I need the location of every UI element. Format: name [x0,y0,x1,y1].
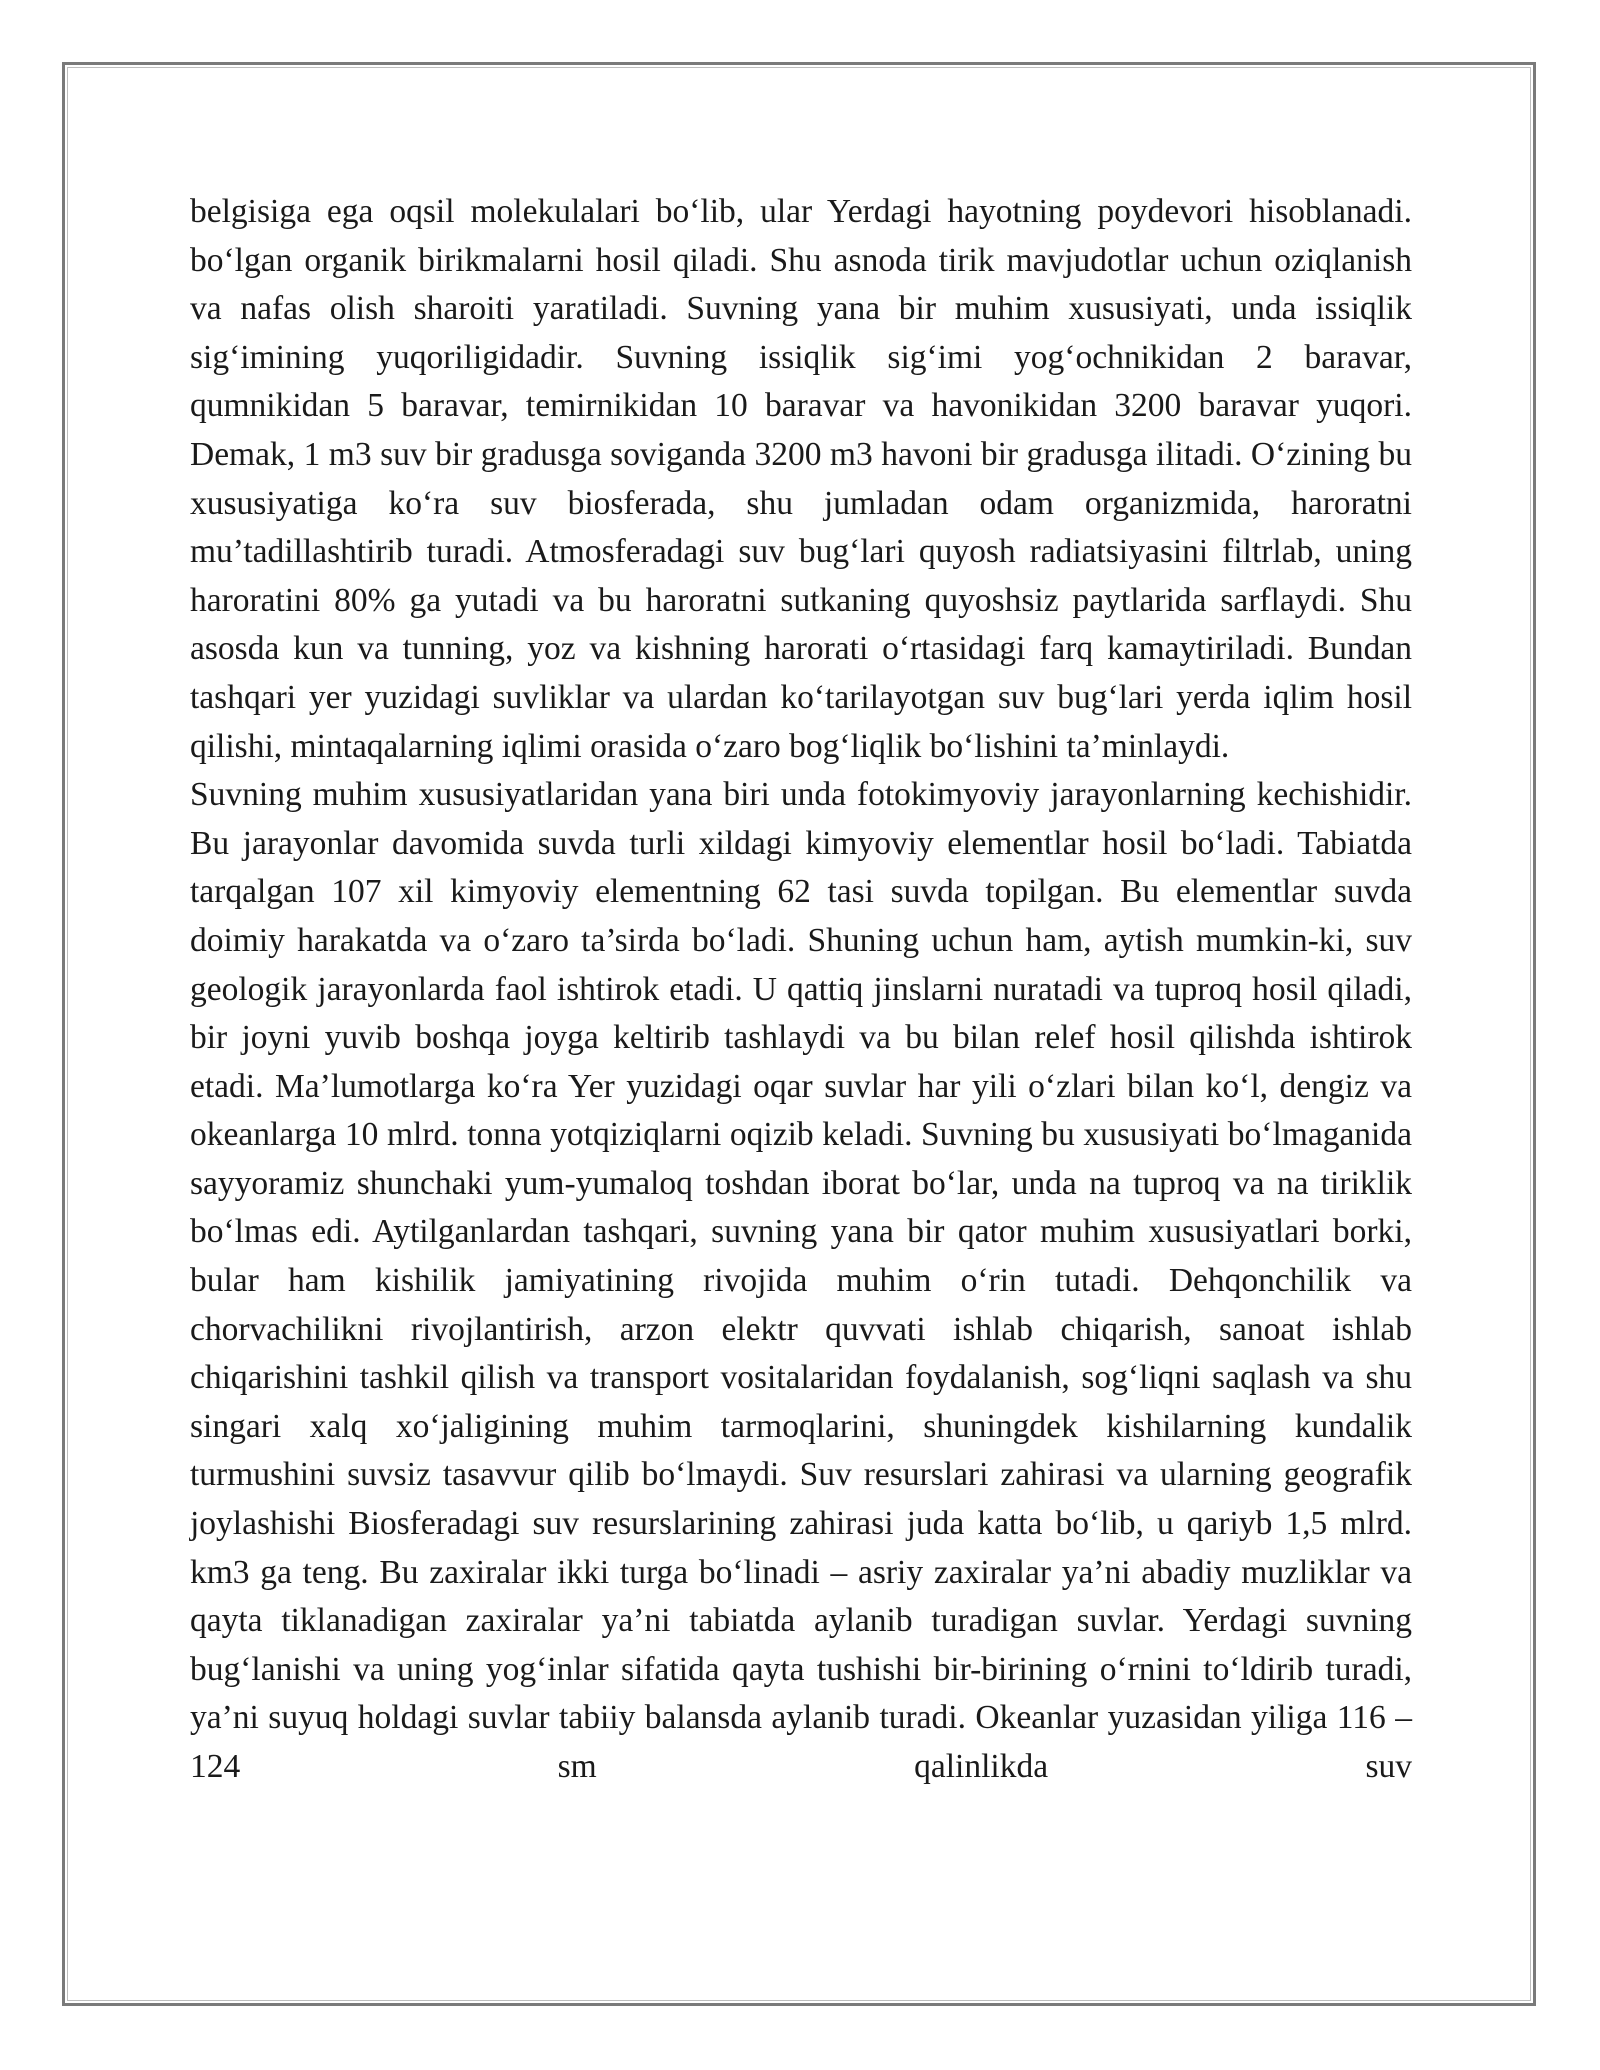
paragraph-2: Suvning muhim xususiyatlaridan yana biri unda fotokimyoviy jarayonlarning kechishidir. Bu jarayonlar davomida suvda turli xildagi kimyoviy elementlar hosil bo‘ladi. Tabiatda tarqalgan 107 xil kimyoviy elementning 62 tasi suvda topilgan. Bu elementlar suvda doimiy harakatda va o‘zaro ta’sirda bo‘ladi. Shuning uchun ham, aytish mumkin-ki, suv geologik jarayonlarda faol ishtirok etadi. U qattiq jinslarni nuratadi va tuproq hosil qiladi, bir joyni yuvib boshqa joyga keltirib tashlaydi va bu bilan relef hosil qilishda ishtirok etadi. Ma’lumotlarga ko‘ra Yer yuzidagi oqar suvlar har yili o‘zlari bilan ko‘l, dengiz va okeanlarga 10 mlrd. tonna yotqiziqlarni oqizib keladi. Suvning bu xususiyati bo‘lmaganida sayyoramiz shunchaki yum-yumaloq toshdan iborat bo‘lar, unda na tuproq va na tiriklik bo‘lmas edi. Aytilganlardan tashqari, suvning yana bir qator muhim xususiyatlari borki, bular ham kishilik jamiyatining rivojida muhim o‘rin tutadi. Dehqonchilik va chorvachilikni rivojlantirish, arzon elektr quvvati ishlab chiqarish, sanoat ishlab chiqarishini tashkil qilish va transport vositalaridan foydalanish, sog‘liqni saqlash va shu singari xalq xo‘jaligining muhim tarmoqlarini, shuningdek kishilarning kundalik turmushini suvsiz tasavvur qilib bo‘lmaydi. Suv resurslari zahirasi va ularning geografik joylashishi Biosferadagi suv resurslarining zahirasi juda katta bo‘lib, u qariyb 1,5 mlrd. km3 ga teng. Bu zaxiralar ikki turga bo‘linadi – asriy zaxiralar ya’ni abadiy muzliklar va qayta tiklanadigan zaxiralar ya’ni tabiatda aylanib turadigan suvlar. Yerdagi suvning bug‘lanishi va uning yog‘inlar sifatida qayta tushishi bir-birining o‘rnini to‘ldirib turadi, ya’ni suyuq holdagi suvlar tabiiy balansda aylanib turadi. Okeanlar yuzasidan yiliga 116 – 124 sm qalinlikda suv [190,776,1412,1785]
document-body [190,188,1412,1792]
paragraph-1: belgisiga ega oqsil molekulalari bo‘lib, ular Yerdagi hayotning poydevori hisoblanadi. bo‘lgan organik birikmalarni hosil qiladi. Shu asnoda tirik mavjudotlar uchun oziqlanish va nafas olish sharoiti yaratiladi. Suvning yana bir muhim xususiyati, unda issiqlik sig‘imining yuqoriligidadir. Suvning issiqlik sig‘imi yog‘ochnikidan 2 baravar, qumnikidan 5 baravar, temirnikidan 10 baravar va havonikidan 3200 baravar yuqori. Demak, 1 m3 suv bir gradusga soviganda 3200 m3 havoni bir gradusga ilitadi. O‘zining bu xususiyatiga ko‘ra suv biosferada, shu jumladan odam organizmida, haroratni mu’tadillashtirib turadi. Atmosferadagi suv bug‘lari quyosh radiatsiyasini filtrlab, uning haroratini 80% ga yutadi va bu haroratni sutkaning quyoshsiz paytlarida sarflaydi. Shu asosda kun va tunning, yoz va kishning harorati o‘rtasidagi farq kamaytiriladi. Bundan tashqari yer yuzidagi suvliklar va ulardan ko‘tarilayotgan suv bug‘lari yerda iqlim hosil qilishi, mintaqalarning iqlimi orasida o‘zaro bog‘liqlik bo‘lishini ta’minlaydi. [190,193,1412,765]
